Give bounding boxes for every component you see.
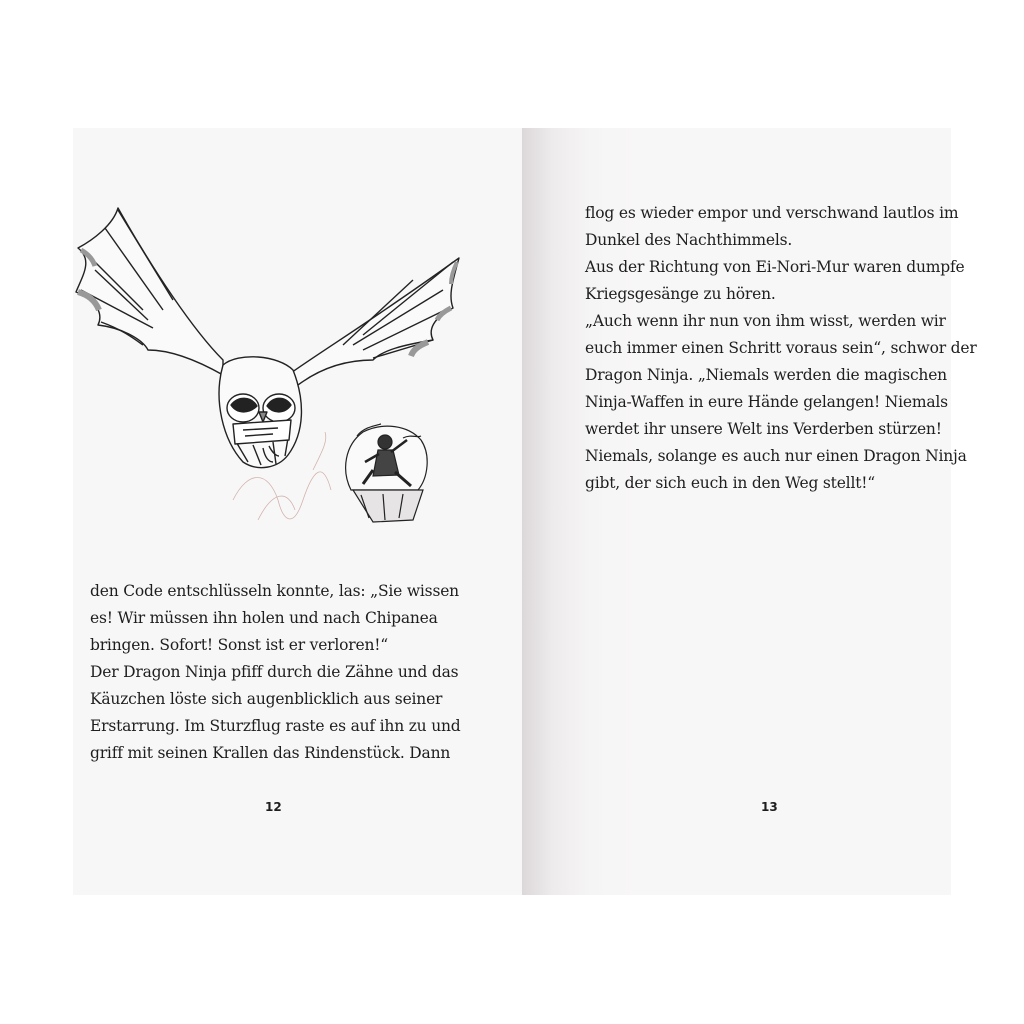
page-number: 13: [761, 800, 778, 814]
owl-ninja-illustration: [73, 200, 522, 540]
text-line: euch immer einen Schritt voraus sein“, schwor der: [585, 339, 977, 357]
text-line: Käuzchen löste sich augenblicklich aus seiner: [90, 690, 443, 708]
ninja-icon: [346, 424, 428, 522]
text-line: Erstarrung. Im Sturzflug raste es auf ihn zu und: [90, 717, 461, 735]
text-line: „Auch wenn ihr nun von ihm wisst, werden wir: [585, 312, 946, 330]
text-line: gibt, der sich euch in den Weg stellt!“: [585, 474, 875, 492]
text-line: werdet ihr unsere Welt ins Verderben stürzen!: [585, 420, 942, 438]
text-line: Dunkel des Nachthimmels.: [585, 231, 793, 249]
page-number: 12: [265, 800, 282, 814]
text-line: Der Dragon Ninja pfiff durch die Zähne und das: [90, 663, 459, 681]
text-line: Kriegsgesänge zu hören.: [585, 285, 776, 303]
text-line: bringen. Sofort! Sonst ist er verloren!“: [90, 636, 388, 654]
left-page-text: [90, 578, 520, 767]
text-line: den Code entschlüsseln konnte, las: „Sie wissen: [90, 582, 459, 600]
text-line: Niemals, solange es auch nur einen Dragon Ninja: [585, 447, 967, 465]
right-page-text: [585, 200, 977, 497]
text-line: griff mit seinen Krallen das Rindenstück. Dann: [90, 744, 451, 762]
text-line: Ninja-Waffen in eure Hände gelangen! Niemals: [585, 393, 948, 411]
text-line: Dragon Ninja. „Niemals werden die magischen: [585, 366, 947, 384]
text-line: es! Wir müssen ihn holen und nach Chipanea: [90, 609, 438, 627]
text-line: flog es wieder empor und verschwand lautlos im: [585, 204, 959, 222]
left-page: [73, 128, 522, 895]
right-page: [522, 128, 977, 895]
text-line: Aus der Richtung von Ei-Nori-Mur waren dumpfe: [585, 258, 965, 276]
